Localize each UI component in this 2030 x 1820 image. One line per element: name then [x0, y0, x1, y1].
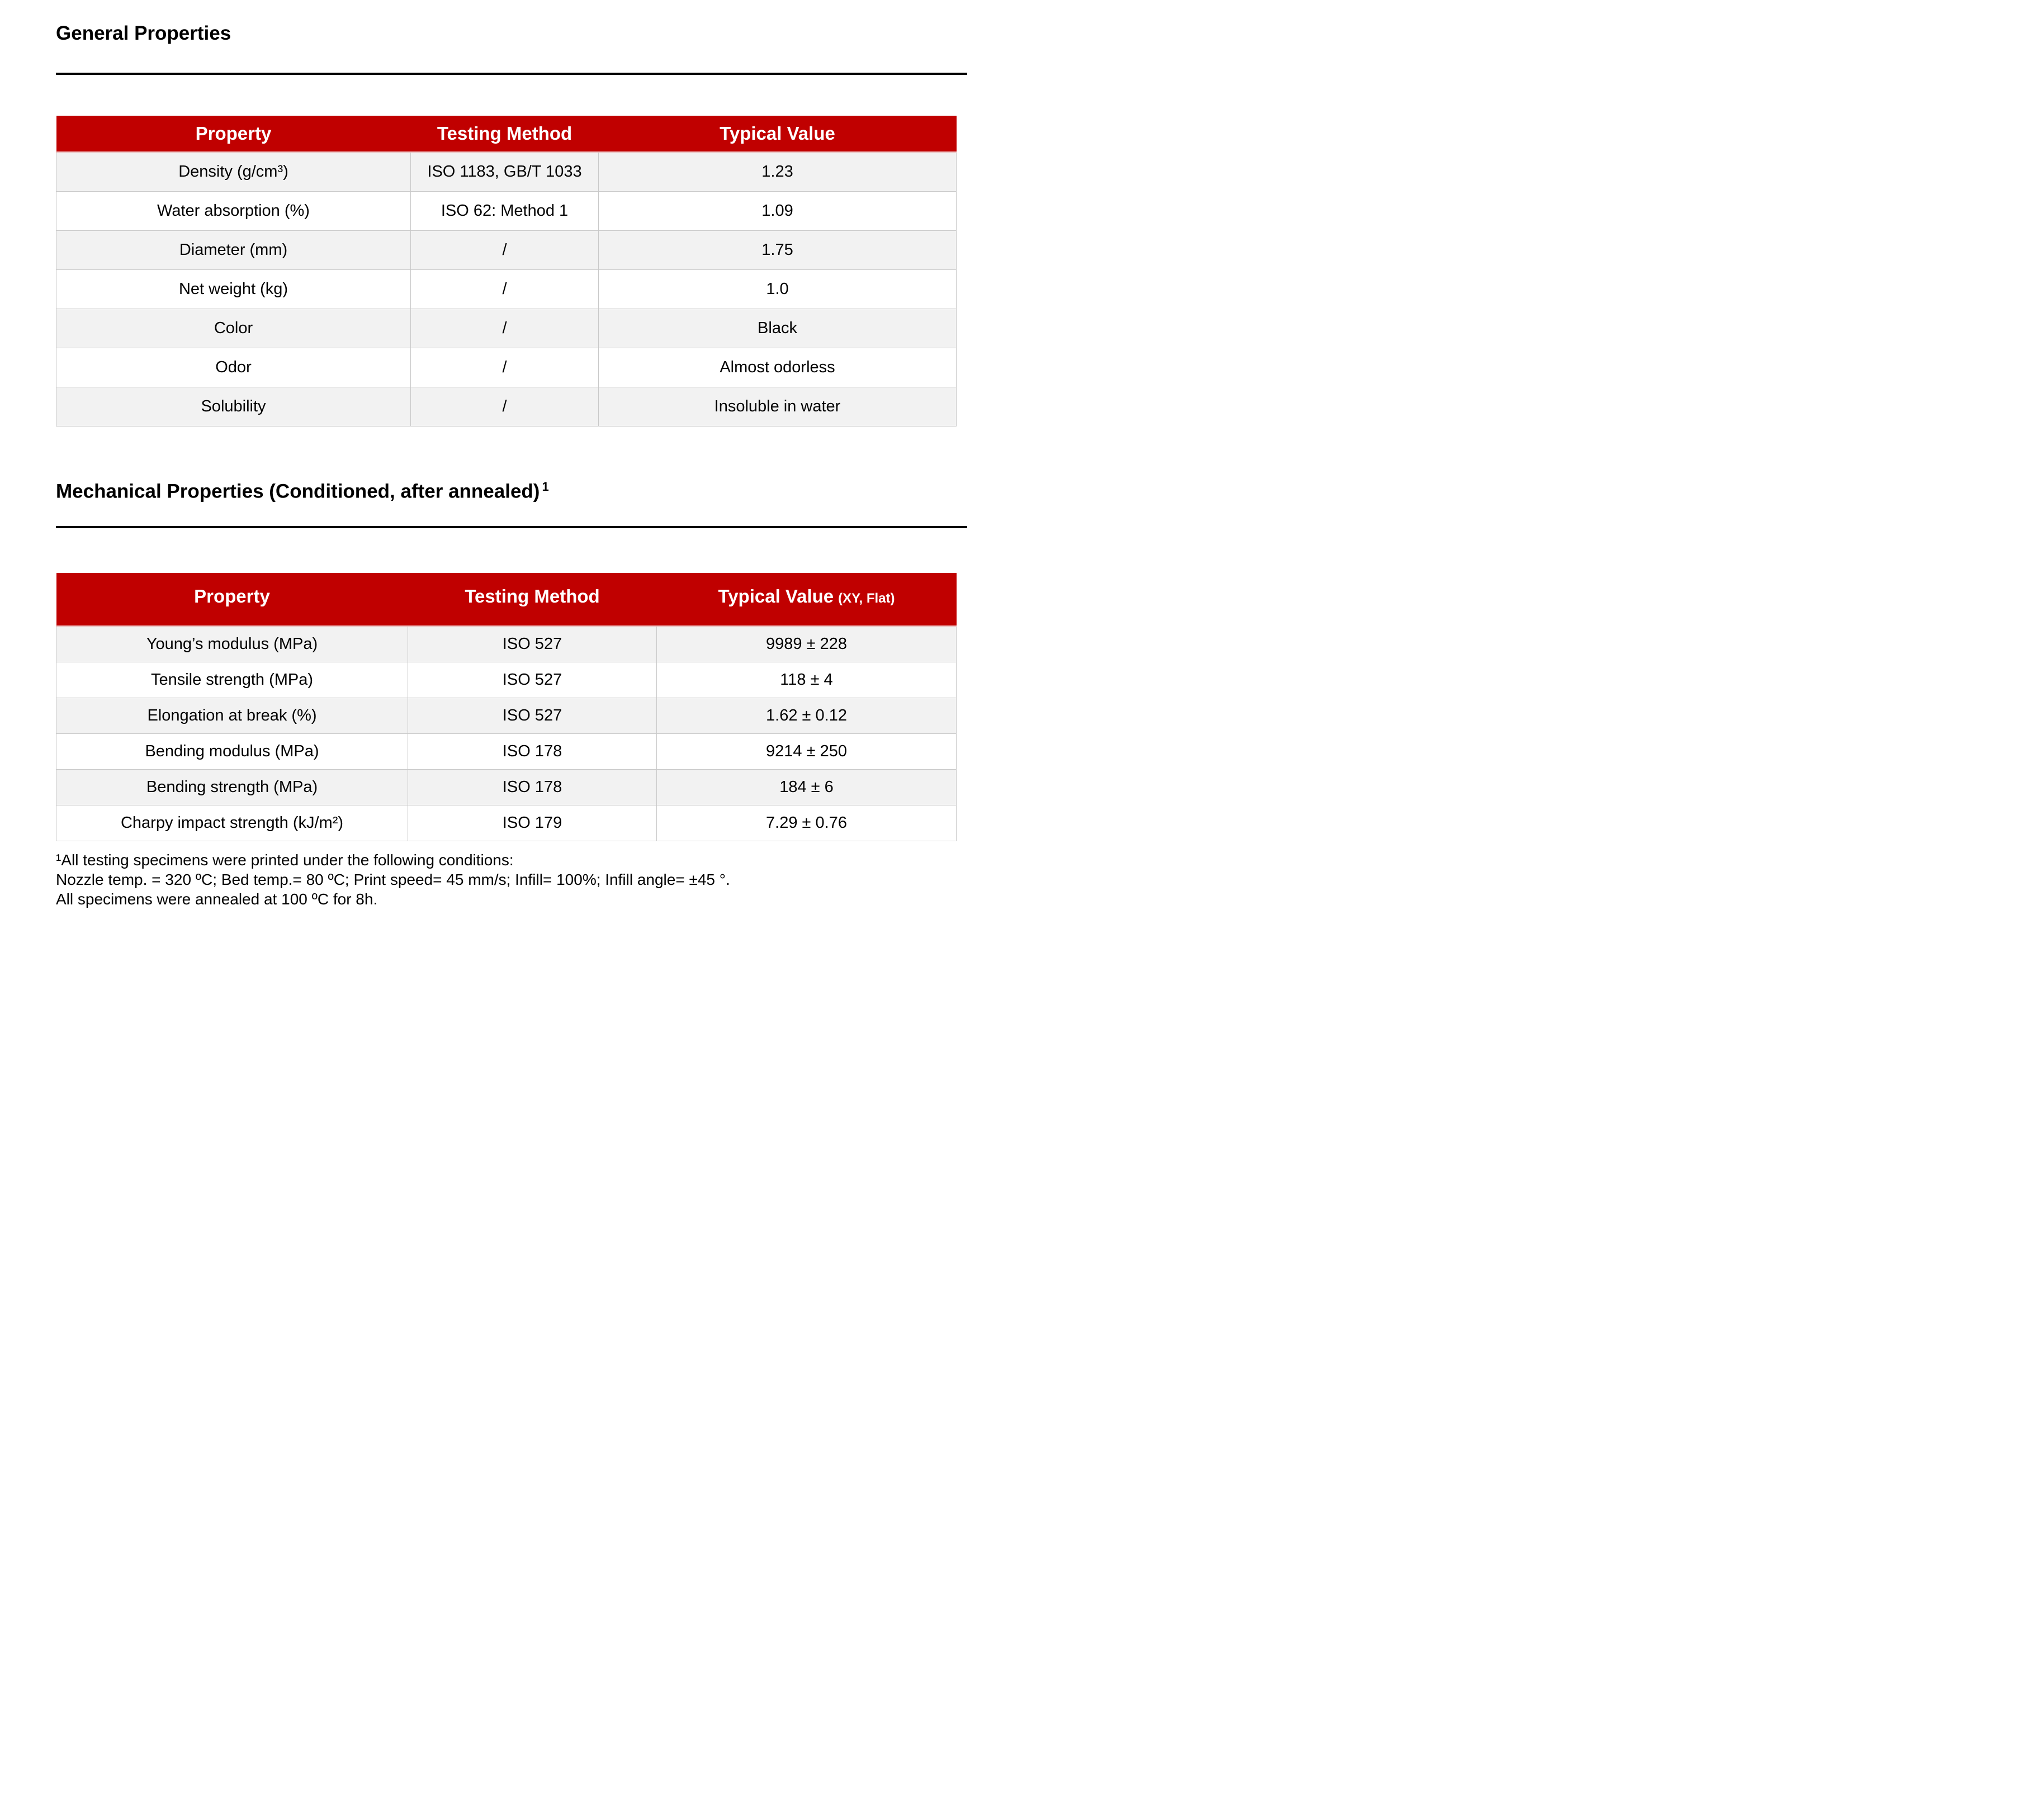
typical-value-header-text: Typical Value [718, 586, 834, 607]
testing-method-cell: ISO 527 [408, 626, 657, 662]
testing-method-cell: / [411, 348, 599, 387]
property-column-header: Property [56, 116, 411, 152]
table-row [56, 230, 957, 269]
footnote-superscript: 1 [542, 479, 549, 494]
testing-method-cell: ISO 178 [408, 770, 657, 805]
mechanical-properties-table [56, 573, 957, 841]
testing-method-cell: / [411, 230, 599, 269]
testing-method-cell: / [411, 387, 599, 426]
property-column-header: Property [56, 573, 408, 626]
typical-value-cell: 118 ± 4 [657, 662, 957, 698]
property-cell: Density (g/cm³) [56, 152, 411, 192]
property-cell: Diameter (mm) [56, 230, 411, 269]
typical-value-cell: 1.62 ± 0.12 [657, 698, 957, 734]
typical-value-cell: 1.75 [599, 230, 957, 269]
footnote-line-print-settings: Nozzle temp. = 320 ºC; Bed temp.= 80 ºC; Print speed= 45 mm/s; Infill= 100%; Infill angle= ±45 °. [56, 871, 730, 889]
footnote-line-annealing: All specimens were annealed at 100 ºC for 8h. [56, 890, 378, 908]
property-cell: Tensile strength (MPa) [56, 662, 408, 698]
testing-method-cell: / [411, 269, 599, 309]
datasheet-page [0, 0, 1015, 910]
table-row [56, 269, 957, 309]
table-row [56, 662, 957, 698]
footnote-block [56, 850, 967, 909]
typical-value-cell: 1.0 [599, 269, 957, 309]
mechanical-properties-title [56, 480, 967, 502]
table-row [56, 191, 957, 230]
footnote-line-conditions: ¹All testing specimens were printed under the following conditions: [56, 851, 514, 869]
typical-value-cell: 1.23 [599, 152, 957, 192]
table-row [56, 309, 957, 348]
testing-method-cell: ISO 527 [408, 662, 657, 698]
testing-method-cell: ISO 1183, GB/T 1033 [411, 152, 599, 192]
typical-value-cell: Insoluble in water [599, 387, 957, 426]
table-row [56, 626, 957, 662]
table-row [56, 152, 957, 192]
testing-method-column-header: Testing Method [408, 573, 657, 626]
table-row [56, 734, 957, 770]
table-header-row [56, 573, 957, 626]
testing-method-cell: ISO 527 [408, 698, 657, 734]
typical-value-cell: Almost odorless [599, 348, 957, 387]
table-row [56, 698, 957, 734]
general-properties-table [56, 116, 957, 426]
section-divider-rule [56, 526, 967, 528]
property-cell: Solubility [56, 387, 411, 426]
general-properties-title: General Properties [56, 22, 231, 44]
testing-method-cell: / [411, 309, 599, 348]
section-divider-rule [56, 73, 967, 75]
property-cell: Bending modulus (MPa) [56, 734, 408, 770]
property-cell: Young’s modulus (MPa) [56, 626, 408, 662]
typical-value-cell: 7.29 ± 0.76 [657, 805, 957, 841]
testing-method-column-header: Testing Method [411, 116, 599, 152]
property-cell: Elongation at break (%) [56, 698, 408, 734]
typical-value-cell: 1.09 [599, 191, 957, 230]
typical-value-column-header: Typical Value [599, 116, 957, 152]
typical-value-cell: 9214 ± 250 [657, 734, 957, 770]
typical-value-cell: 184 ± 6 [657, 770, 957, 805]
table-row [56, 348, 957, 387]
property-cell: Water absorption (%) [56, 191, 411, 230]
property-cell: Odor [56, 348, 411, 387]
mechanical-properties-title-text: Mechanical Properties (Conditioned, after annealed) [56, 480, 540, 503]
property-cell: Bending strength (MPa) [56, 770, 408, 805]
table-row [56, 770, 957, 805]
property-cell: Net weight (kg) [56, 269, 411, 309]
property-cell: Color [56, 309, 411, 348]
typical-value-cell: 9989 ± 228 [657, 626, 957, 662]
testing-method-cell: ISO 62: Method 1 [411, 191, 599, 230]
testing-method-cell: ISO 178 [408, 734, 657, 770]
typical-value-cell: Black [599, 309, 957, 348]
property-cell: Charpy impact strength (kJ/m²) [56, 805, 408, 841]
table-row [56, 387, 957, 426]
testing-method-cell: ISO 179 [408, 805, 657, 841]
xy-flat-header-suffix: (XY, Flat) [838, 591, 895, 606]
table-row [56, 805, 957, 841]
table-header-row [56, 116, 957, 152]
typical-value-column-header [657, 573, 957, 626]
